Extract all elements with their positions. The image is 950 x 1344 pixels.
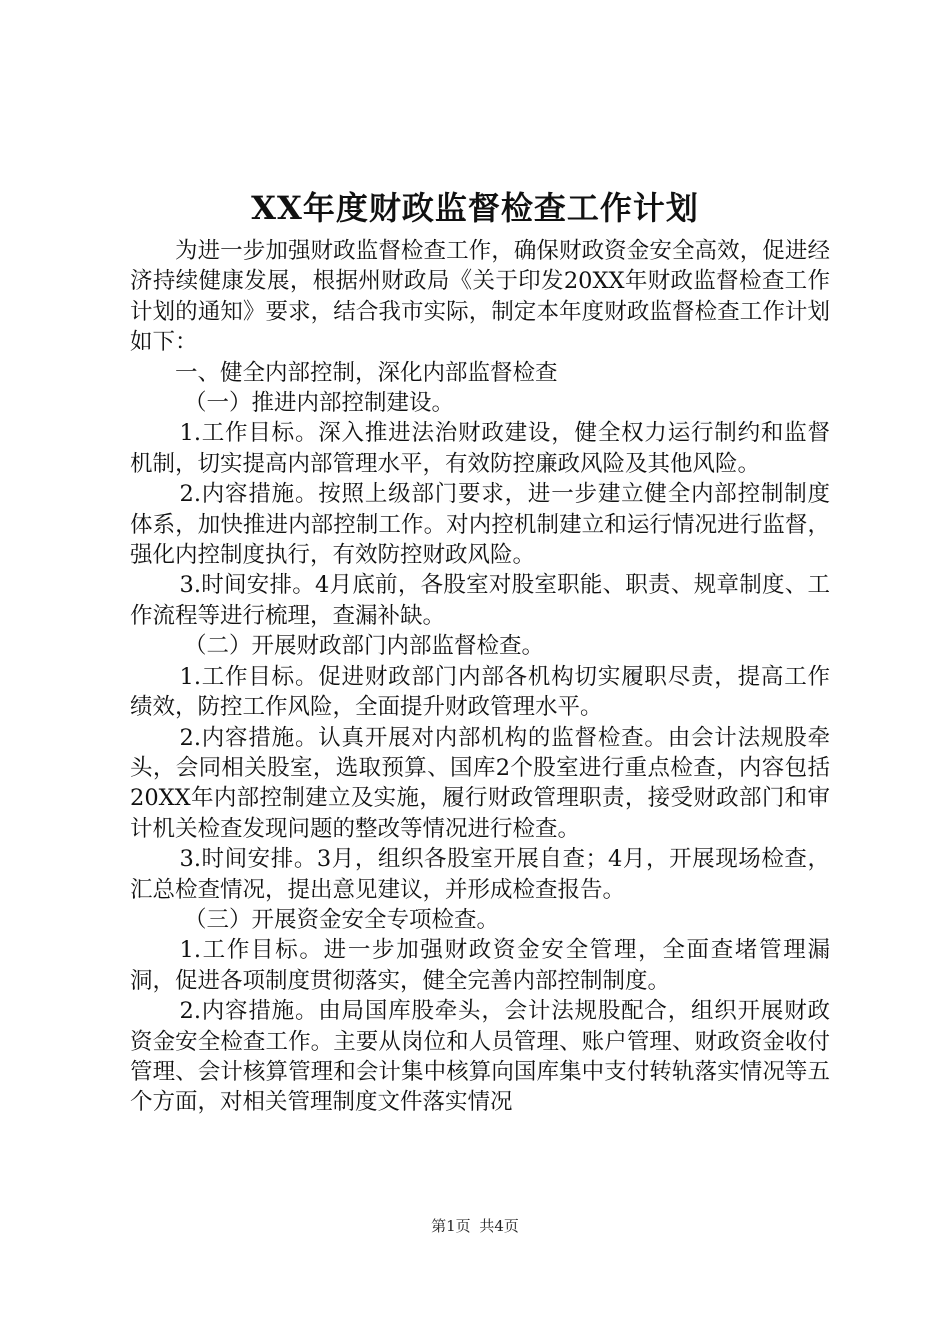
subsection-2-heading: （二）开展财政部门内部监督检查。	[184, 633, 545, 660]
subsection-3-heading: （三）开展资金安全专项检查。	[184, 906, 500, 933]
subsection-1-item-1: 1.工作目标。深入推进法治财政建设，健全权力运行制约和监督机制，切实提高内部管理水平，有效防控廉政风险及其他风险。	[130, 420, 830, 477]
subsection-1-item-2: 2.内容措施。按照上级部门要求，进一步建立健全内部控制制度体系，加快推进内部控制工作。对内控机制建立和运行情况进行监督，强化内控制度执行，有效防控财政风险。	[130, 481, 830, 569]
document-title: XX年度财政监督检查工作计划	[251, 189, 699, 227]
subsection-1-item-3: 3.时间安排。4月底前，各股室对股室职能、职责、规章制度、工作流程等进行梳理，查漏补缺。	[130, 572, 830, 629]
subsection-3-item-2: 2.内容措施。由局国库股牵头，会计法规股配合，组织开展财政资金安全检查工作。主要从岗位和人员管理、账户管理、财政资金收付管理、会计核算管理和会计集中核算向国库集中支付转轨落实情况等五个方面，对相关管理制度文件落实情况	[130, 998, 830, 1116]
intro-paragraph: 为进一步加强财政监督检查工作，确保财政资金安全高效，促进经济持续健康发展，根据州财政局《关于印发20XX年财政监督检查工作计划的通知》要求，结合我市实际，制定本年度财政监督检查工作计划如下：	[130, 238, 830, 356]
subsection-3-item-1: 1.工作目标。进一步加强财政资金安全管理，全面查堵管理漏洞，促进各项制度贯彻落实，健全完善内部控制制度。	[130, 937, 830, 994]
subsection-2-item-3: 3.时间安排。3月，组织各股室开展自查；4月，开展现场检查，汇总检查情况，提出意见建议，并形成检查报告。	[130, 846, 830, 903]
subsection-2-item-2: 2.内容措施。认真开展对内部机构的监督检查。由会计法规股牵头，会同相关股室，选取预算、国库2个股室进行重点检查，内容包括20XX年内部控制建立及实施，履行财政管理职责，接受财政部门和审计机关检查发现问题的整改等情况进行检查。	[130, 724, 830, 842]
page-footer	[0, 1216, 950, 1236]
document-body	[130, 236, 830, 1118]
total-pages: 共4页	[479, 1217, 519, 1235]
subsection-1-heading: （一）推进内部控制建设。	[184, 390, 455, 417]
section-1-heading: 一、健全内部控制，深化内部监督检查	[175, 359, 558, 386]
page-number: 第1页	[431, 1217, 471, 1235]
subsection-2-item-1: 1.工作目标。促进财政部门内部各机构切实履职尽责，提高工作绩效，防控工作风险，全面提升财政管理水平。	[130, 663, 830, 721]
